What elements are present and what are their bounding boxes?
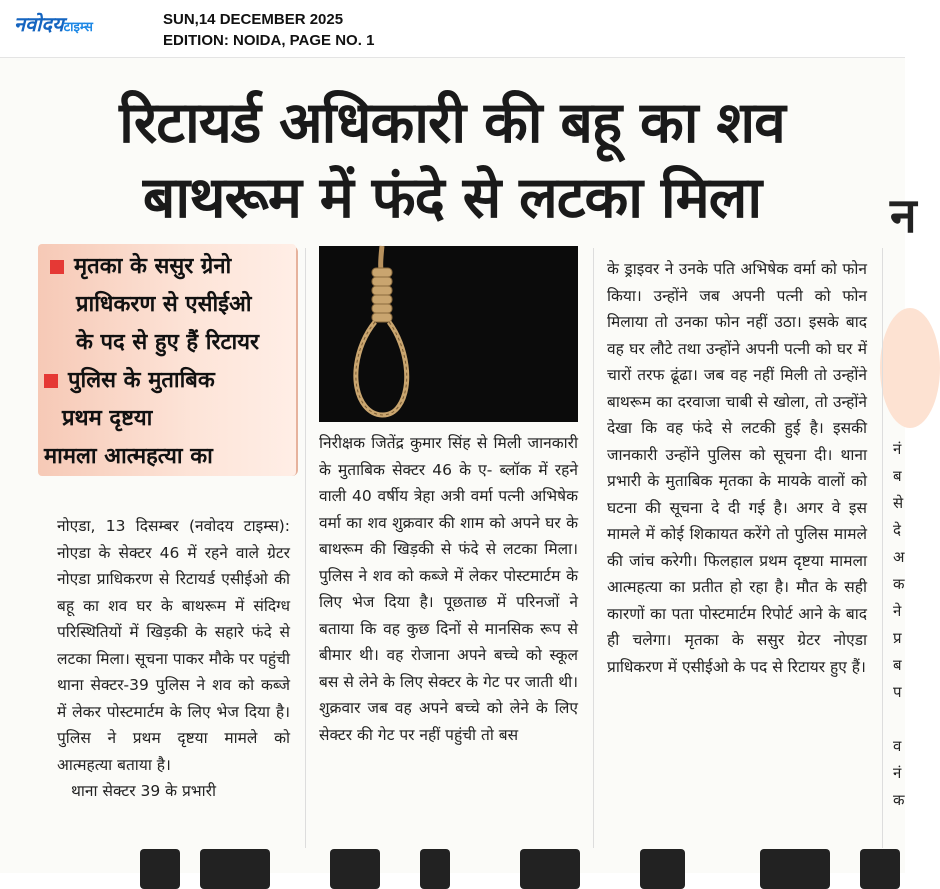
article-column-2	[319, 430, 578, 748]
newspaper-logo[interactable]	[14, 10, 93, 37]
edge-line: क	[893, 791, 905, 809]
column-1-tail: थाना सेक्टर 39 के प्रभारी	[71, 782, 217, 800]
next-article-headline-cutoff	[0, 843, 905, 873]
highlight-1-line-1: मृतका के ससुर ग्रेनो	[74, 254, 232, 279]
edge-line: नं	[893, 440, 902, 458]
article-column-1	[57, 513, 290, 805]
headline-line-1: रिटायर्ड अधिकारी की बहू का शव	[119, 90, 785, 156]
newspaper-page	[0, 58, 917, 873]
edge-line: ने	[893, 602, 902, 620]
logo-main-text: नवोदय	[14, 12, 64, 36]
edge-line	[893, 706, 905, 733]
highlight-2-line-2: प्रथम दृष्टया	[62, 406, 153, 431]
column-divider	[593, 248, 594, 848]
edge-line: नं	[893, 764, 902, 782]
highlight-item-1	[50, 248, 259, 362]
edge-line: प	[893, 683, 902, 701]
edge-line: व	[893, 737, 902, 755]
headline-line-2: बाथरूम में फंदे से लटका मिला	[142, 165, 762, 231]
highlight-2-line-3: मामला आत्महत्या का	[44, 444, 213, 469]
edge-line: क	[893, 575, 905, 593]
edition-info	[163, 9, 374, 51]
edge-line: दे	[893, 521, 901, 539]
highlight-1-line-2: प्राधिकरण से एसीईओ	[76, 292, 252, 317]
column-2-text: निरीक्षक जितेंद्र कुमार सिंह से मिली जानकारी के मुताबिक सेक्टर 46 के ए- ब्लॉक में रहने वाली 40 वर्षीय त्रेहा अत्री वर्मा पत्नी अभिषेक वर्मा का शव शुक्रवार की शाम को अपने घर के बाथरूम की खिड़की से फंदे से लटका मिला। पुलिस ने शव को कब्जे में लेकर पोस्टमार्टम के लिए भेज दिया है। पूछताछ में परिनजों ने बताया कि वह कुछ दिनों से मानसिक रूप से बीमार थी। वह रोजाना अपने बच्चे को स्कूल बस से लेने के लिए सेक्टर के गेट पर जाती थी। शुक्रवार जब वह अपने बच्चे को लेने के लिए सेक्टर की गेट पर नहीं पहुंची तो बस	[319, 434, 578, 744]
adjacent-column-fragment	[893, 436, 905, 814]
column-divider	[305, 248, 306, 848]
noose-icon	[319, 246, 578, 422]
highlight-2-line-1: पुलिस के मुताबिक	[68, 368, 215, 393]
article-headline	[22, 86, 882, 236]
edge-line: अ	[893, 548, 905, 566]
noose-photo[interactable]	[319, 246, 578, 422]
highlight-1-line-3: के पद से हुए हैं रिटायर	[76, 330, 260, 355]
red-square-bullet-icon	[50, 260, 64, 274]
column-3-text: के ड्राइवर ने उनके पति अभिषेक वर्मा को फोन किया। उन्होंने जब अपनी पत्नी को फोन मिलाया तो उनका फोन नहीं उठा। इसके बाद वह घर लौटे तथा उन्होंने अपनी पत्नी को घर में चारों तरफ ढूंढा। जब वह नहीं मिली तो उन्होंने बाथरूम का दरवाजा चाबी से खोला, तो उन्होंने देखा कि वह फंदे से लटकी हुई है। इसकी जानकारी उन्होंने पुलिस को सूचना दी। थाना प्रभारी के मुताबिक मृतका के मायके वालों को घटना की सूचना दे दी गई है। अगर वे इस मामले में कोई शिकायत करेंगे तो पुलिस मामले की जांच करेगी। फिलहाल प्रथम दृष्टया मामला आत्महत्या का प्रतीत हो रहा है। मौत के सही कारणों का पता पोस्टमार्टम रिपोर्ट आने के बाद ही चलेगा। मृतका के ससुर ग्रेटर नोएडा प्राधिकरण में एसीईओ के पद से रिटायर हुए हैं।	[607, 260, 867, 676]
red-square-bullet-icon	[44, 374, 58, 388]
edge-line: ब	[893, 656, 902, 674]
logo-sub-text: टाइम्स	[63, 20, 93, 35]
adjacent-decoration	[880, 308, 940, 428]
edge-line: प्र	[893, 629, 902, 647]
article-column-3	[607, 256, 867, 680]
edition-line: EDITION: NOIDA, PAGE NO. 1	[163, 32, 375, 49]
column-1-text: नोएडा, 13 दिसम्बर (नवोदय टाइम्स): नोएडा के सेक्टर 46 में रहने वाले ग्रेटर नोएडा प्राधिकरण से रिटायर्ड एसीईओ की बहू का शव घर के बाथरूम में संदिग्ध परिस्थितियों में खिड़की के सहारे फंदे से लटका मिला। सूचना पाकर मौके पर पहुंची थाना सेक्टर-39 पुलिस ने शव को कब्जे में लेकर पोस्टमार्टम के लिए भेज दिया है। पुलिस ने प्रथम दृष्टया मामले को आत्महत्या बताया है।	[57, 517, 290, 774]
adjacent-headline-fragment: न	[890, 188, 917, 244]
column-divider	[882, 248, 883, 848]
date-line: SUN,14 DECEMBER 2025	[163, 11, 344, 28]
edge-line: ब	[893, 467, 902, 485]
highlight-item-2	[44, 362, 215, 476]
edge-line: से	[893, 494, 904, 512]
page-header	[0, 0, 905, 58]
